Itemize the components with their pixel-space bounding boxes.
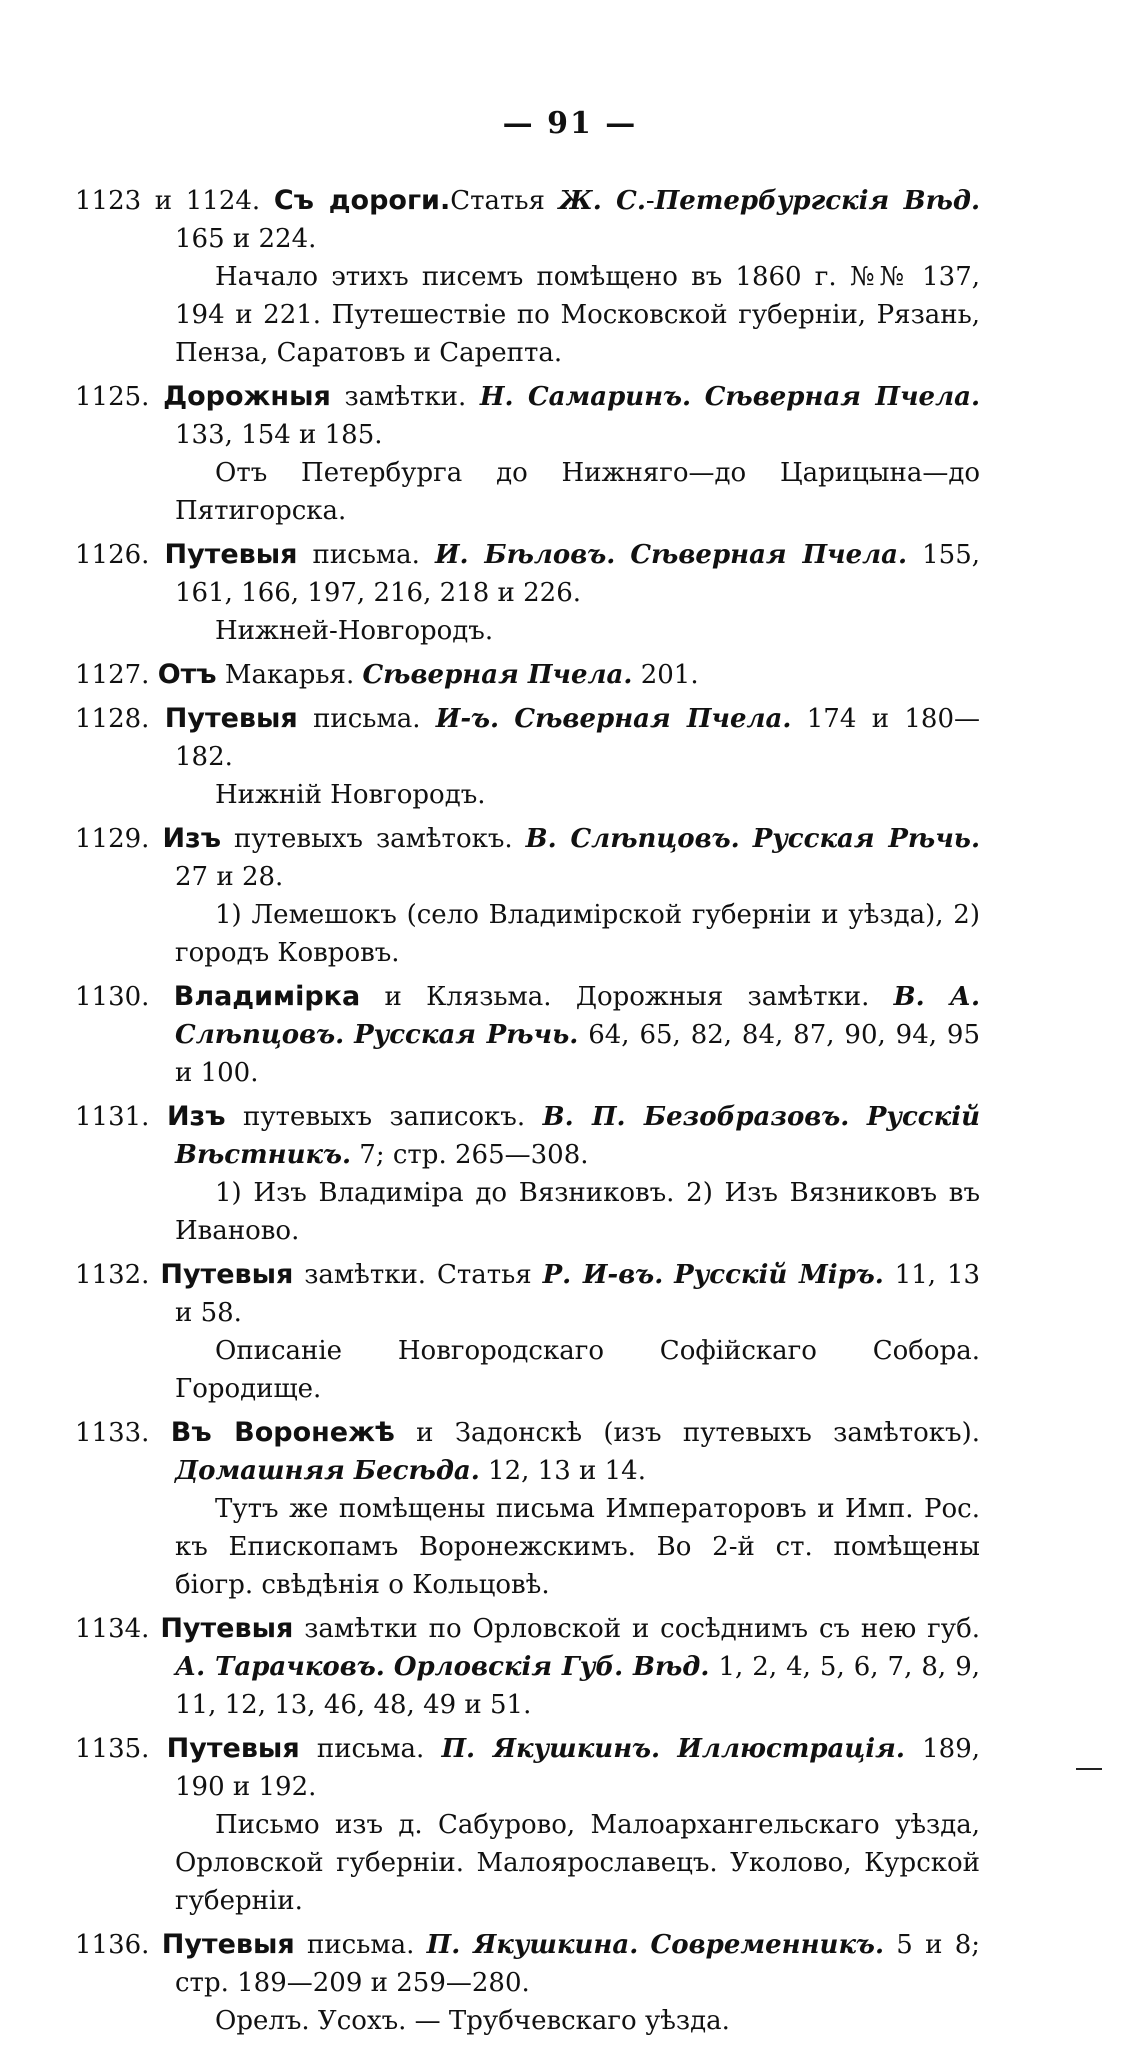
entry-description: Статья [450, 186, 559, 216]
entry-issues: 189, 190 и 192. [175, 1734, 981, 1802]
entry-description: замѣтки по Орловской и сосѣднимъ съ нею губ. [293, 1614, 981, 1644]
entry-author: П. Якушкина. [426, 1930, 639, 1960]
entry-heading: Въ Воронежѣ [170, 1417, 395, 1448]
entry-citation [75, 820, 980, 896]
entry-source: Русскій Міръ. [674, 1260, 884, 1290]
entry-heading: Изъ [162, 823, 222, 854]
entry-citation [75, 536, 980, 612]
entry-author: Н. Самаринъ. [479, 382, 692, 412]
entry-source: Сѣверная Пчела. [514, 704, 792, 734]
entry-source: Сѣверная Пчела. [362, 660, 633, 690]
entry-separator [740, 824, 753, 854]
bibliography-entry [75, 1256, 980, 1408]
entry-number: 1132. [75, 1260, 150, 1290]
entry-number: 1135. [75, 1734, 150, 1764]
entry-citation [75, 378, 980, 454]
entry-description: замѣтки. [330, 382, 480, 412]
entry-description: письма. [294, 1930, 427, 1960]
entry-note: Нижней-Новгородъ. [215, 616, 494, 646]
entry-author: Р. И-въ. [542, 1260, 664, 1290]
entry-number: 1134. [75, 1614, 150, 1644]
entry-issues: 133, 154 и 185. [175, 420, 383, 450]
bibliography-entry [75, 182, 980, 372]
entry-note: 1) Изъ Владиміра до Вязниковъ. 2) Изъ Вязниковъ въ Иваново. [175, 1178, 980, 1246]
entry-note: Начало этихъ писемъ помѣщено въ 1860 г. №№ 137, 194 и 221. Путешествіе по Московской губерніи, Рязань, Пенза, Саратовъ и Сарепта. [175, 262, 980, 368]
bibliography-entry [75, 1926, 980, 2040]
entry-source: Иллюстрація. [677, 1734, 905, 1764]
entry-issues: 1, 2, 4, 5, 6, 7, 8, 9, 11, 12, 13, 46, 48, 49 и 51. [175, 1652, 980, 1720]
entry-citation [75, 182, 980, 258]
entry-description: письма. [297, 704, 436, 734]
bibliography-entry [75, 978, 980, 1092]
entry-description: письма. [299, 1734, 442, 1764]
entry-heading: Путевыя [161, 1929, 295, 1960]
entry-note: Письмо изъ д. Сабурово, Малоархангельскаго уѣзда, Орловской губерніи. Малоярославецъ. Уколово, Курской губерніи. [175, 1810, 980, 1916]
bibliography-entry [75, 536, 980, 650]
entry-separator: - [645, 186, 655, 216]
entry-heading: Путевыя [160, 1259, 294, 1290]
margin-mark [1076, 1768, 1102, 1770]
entry-number: 1130. [75, 982, 150, 1012]
entry-heading: Путевыя [166, 1733, 300, 1764]
entry-description: замѣтки. Статья [293, 1260, 543, 1290]
entry-issues: 155, 161, 166, 197, 216, 218 и 226. [175, 540, 981, 608]
entry-author: А. Тарачковъ. [175, 1652, 385, 1682]
entry-author: В. П. Безобразовъ. [542, 1102, 850, 1132]
entry-separator [691, 382, 705, 412]
bibliography-list [75, 182, 980, 2046]
entry-source: Русская Рѣчь. [354, 1020, 579, 1050]
entry-heading: Отъ [157, 659, 217, 690]
entry-number: 1123 и 1124. [75, 186, 261, 216]
entry-source: Современникъ. [650, 1930, 885, 1960]
entry-heading: Дорожныя [163, 381, 331, 412]
bibliography-entry [75, 700, 980, 814]
entry-citation [75, 1610, 980, 1724]
entry-issues: 201. [632, 660, 699, 690]
entry-source: Орловскія Губ. Вѣд. [393, 1652, 710, 1682]
entry-citation [75, 700, 980, 776]
entry-source: Сѣверная Пчела. [704, 382, 981, 412]
entry-description: и Клязьма. Дорожныя замѣтки. [360, 982, 894, 1012]
entry-separator [344, 1020, 354, 1050]
entry-number: 1125. [75, 382, 150, 412]
bibliography-entry [75, 820, 980, 972]
entry-source: Петербургскія Вѣд. [654, 186, 981, 216]
bibliography-entry [75, 1610, 980, 1724]
bibliography-entry [75, 1414, 980, 1604]
entry-description: письма. [297, 540, 435, 570]
entry-heading: Путевыя [160, 1613, 294, 1644]
bibliography-entry [75, 1098, 980, 1250]
entry-author: В. А. Слѣпцовъ. [175, 982, 980, 1050]
entry-source: Русскій Вѣстникъ. [175, 1102, 980, 1170]
entry-issues: 12, 13 и 14. [479, 1456, 646, 1486]
entry-description: путевыхъ замѣтокъ. [221, 824, 526, 854]
entry-issues: 7; стр. 265—308. [351, 1140, 589, 1170]
entry-issues: 5 и 8; стр. 189—209 и 259—280. [175, 1930, 981, 1998]
entry-separator [849, 1102, 867, 1132]
entry-description: Макарья. [216, 660, 363, 690]
entry-issues: 11, 13 и 58. [175, 1260, 981, 1328]
entry-issues: 27 и 28. [175, 862, 284, 892]
bibliography-entry [75, 378, 980, 530]
entry-note: Нижній Новгородъ. [215, 780, 486, 810]
entry-issues: 165 и 224. [175, 224, 317, 254]
entry-number: 1136. [75, 1930, 150, 1960]
entry-number: 1128. [75, 704, 150, 734]
entry-number: 1129. [75, 824, 150, 854]
entry-heading: Владимірка [173, 981, 361, 1012]
entry-source: Русская Рѣчь. [752, 824, 981, 854]
entry-citation [75, 1730, 980, 1806]
entry-citation [75, 1098, 980, 1174]
entry-source: Домашняя Бесѣда. [175, 1456, 480, 1486]
entry-separator [660, 1734, 677, 1764]
entry-number: 1127. [75, 660, 150, 690]
entry-heading: Изъ [166, 1101, 226, 1132]
entry-separator [385, 1652, 394, 1682]
entry-citation [75, 1926, 980, 2002]
entry-citation [75, 978, 980, 1092]
entry-note: Описаніе Новгородскаго Софійскаго Собора. Городище. [175, 1336, 980, 1404]
entry-number: 1133. [75, 1418, 150, 1448]
entry-number: 1131. [75, 1102, 150, 1132]
entry-note: Тутъ же помѣщены письма Императоровъ и Имп. Рос. къ Епископамъ Воронежскимъ. Во 2-й ст. помѣщены біогр. свѣдѣнія о Кольцовѣ. [175, 1494, 980, 1600]
entry-heading: Путевыя [164, 539, 298, 570]
entry-description: и Задонскѣ (изъ путевыхъ замѣтокъ). [394, 1418, 980, 1448]
entry-author: П. Якушкинъ. [441, 1734, 661, 1764]
entry-author: В. Слѣпцовъ. [525, 824, 740, 854]
entry-citation [75, 1256, 980, 1332]
entry-separator [663, 1260, 674, 1290]
entry-note: 1) Лемешокъ (село Владимірской губерніи и уѣзда), 2) городъ Ковровъ. [175, 900, 980, 968]
bibliography-entry [75, 656, 980, 694]
entry-description: путевыхъ записокъ. [225, 1102, 543, 1132]
entry-author: И-ъ. [435, 704, 500, 734]
entry-issues: 174 и 180—182. [175, 704, 980, 772]
entry-author: Ж. С. [558, 186, 646, 216]
bibliography-entry [75, 1730, 980, 1920]
page-number: — 91 — [502, 106, 638, 141]
entry-number: 1126. [75, 540, 150, 570]
entry-source: Сѣверная Пчела. [630, 540, 908, 570]
entry-separator [499, 704, 514, 734]
entry-citation [75, 1414, 980, 1490]
entry-note: Отъ Петербурга до Нижняго—до Царицына—до Пятигорска. [175, 458, 980, 526]
entry-note: Орелъ. Усохъ. — Трубчевскаго уѣзда. [215, 2006, 730, 2036]
entry-heading: Съ дороги. [273, 185, 451, 216]
entry-author: И. Бѣловъ. [434, 540, 616, 570]
entry-heading: Путевыя [164, 703, 298, 734]
entry-citation [75, 656, 980, 694]
entry-separator [615, 540, 630, 570]
entry-issues: 64, 65, 82, 84, 87, 90, 94, 95 и 100. [175, 1020, 980, 1088]
entry-separator [638, 1930, 650, 1960]
